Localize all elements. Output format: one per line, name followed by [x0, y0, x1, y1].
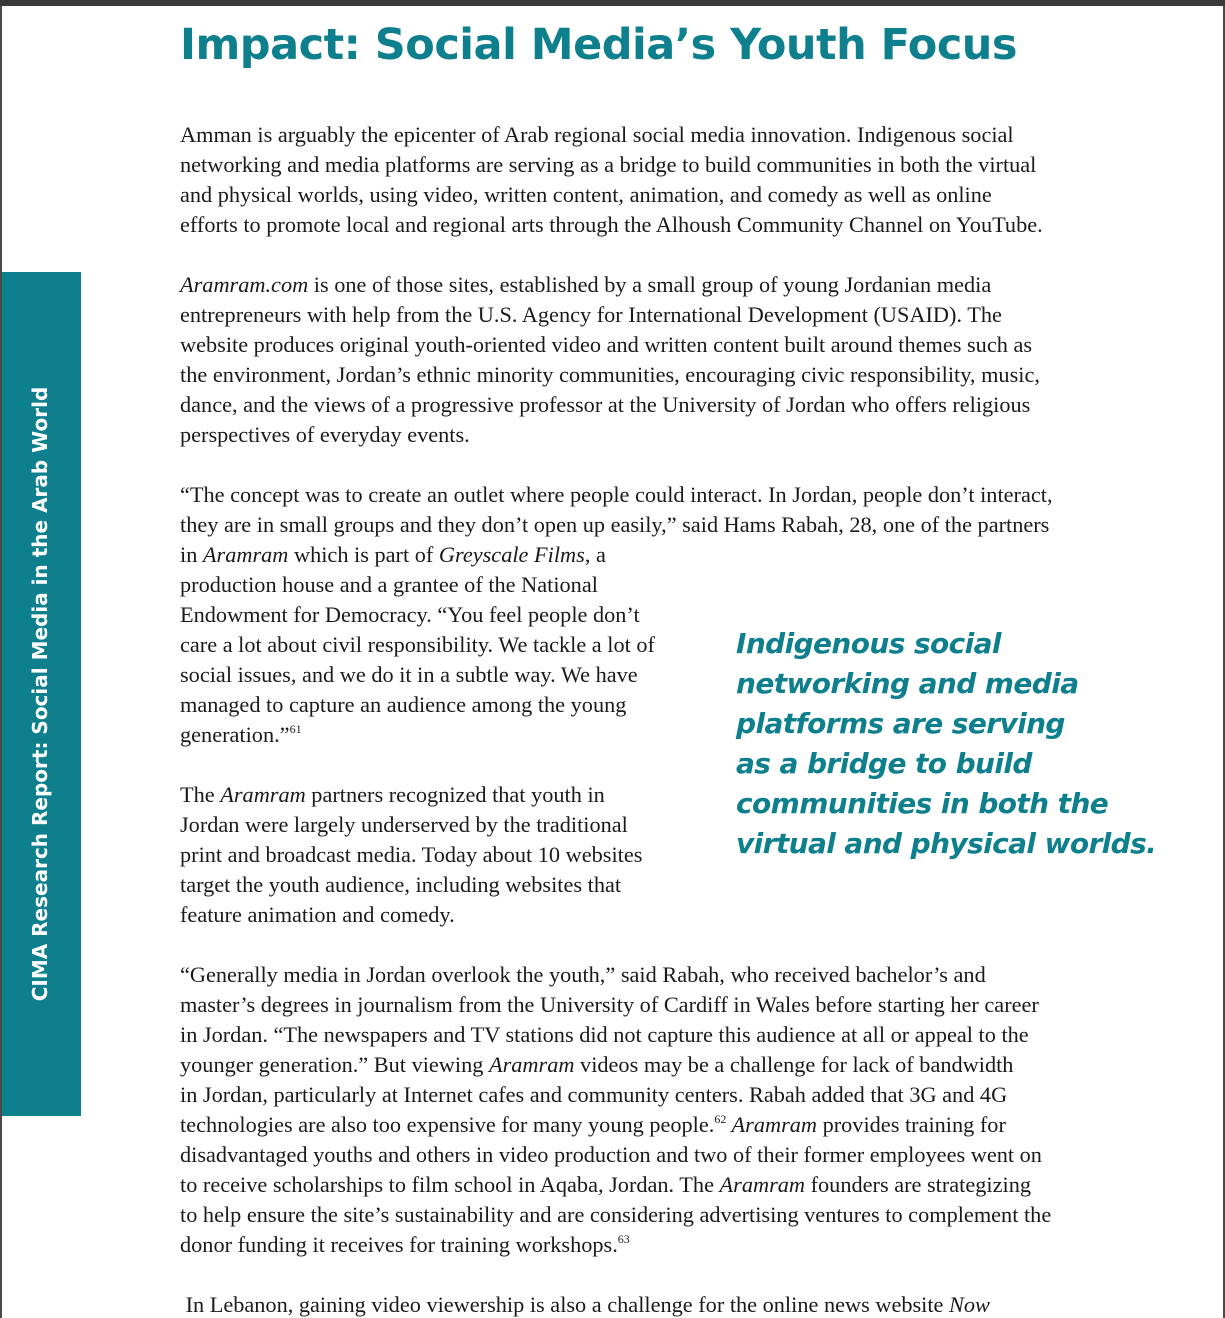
text-fragment: younger generation.” But viewing	[180, 1052, 489, 1077]
text-line: to help ensure the site’s sustainability and are considering advertising ventures to complement the	[180, 1202, 1052, 1227]
text-line: entrepreneurs with help from the U.S. Agency for International Development (USAID). The	[180, 302, 1002, 327]
text-line: disadvantaged youths and others in video production and two of their former employees went on	[180, 1142, 1042, 1167]
text-line: in Jordan. “The newspapers and TV stations did not capture this audience at all or appeal to the	[180, 1022, 1029, 1047]
text-fragment: provides training for	[817, 1112, 1006, 1137]
text-line: dance, and the views of a progressive professor at the University of Jordan who offers religious	[180, 392, 1031, 417]
text-line	[180, 270, 1125, 300]
text-line: website produces original youth-oriented video and written content built around themes such as	[180, 332, 1033, 357]
text-line: perspectives of everyday events.	[180, 422, 470, 447]
site-name: Aramram	[726, 1112, 818, 1137]
site-name: Aramram	[202, 542, 289, 567]
text-line	[180, 1170, 1125, 1200]
pull-quote-line: platforms are serving	[736, 707, 1065, 740]
site-name: Aramram	[220, 782, 306, 807]
text-line: print and broadcast media. Today about 10 websites	[180, 842, 643, 867]
site-name: Aramram	[488, 1052, 575, 1077]
footnote-marker: 61	[289, 722, 302, 736]
text-line: efforts to promote local and regional arts through the Alhoush Community Channel on YouTube.	[180, 212, 1043, 237]
text-line: the environment, Jordan’s ethnic minority communities, encouraging civic responsibility, music,	[180, 362, 1040, 387]
pull-quote-line: networking and media	[736, 667, 1079, 700]
text-fragment: technologies are also too expensive for many young people.	[180, 1112, 715, 1137]
text-fragment: The	[180, 782, 221, 807]
text-fragment: donor funding it receives for training workshops.	[180, 1232, 618, 1257]
text-line	[180, 780, 700, 810]
text-line: Jordan were largely underserved by the traditional	[180, 812, 628, 837]
text-fragment: partners recognized that youth in	[305, 782, 605, 807]
footnote-marker: 62	[714, 1112, 727, 1126]
pull-quote-line: communities in both the	[736, 787, 1109, 820]
report-side-tab-label: CIMA Research Report: Social Media in the Arab World	[28, 386, 52, 1002]
top-border	[0, 0, 1225, 6]
text-line	[180, 540, 1125, 570]
site-name: Now	[949, 1292, 990, 1317]
text-line: Endowment for Democracy. “You feel people don’t	[180, 602, 640, 627]
text-fragment: In Lebanon, gaining video viewership is also a challenge for the online news website	[180, 1292, 950, 1317]
text-fragment: is one of those sites, established by a small group of young Jordanian media	[308, 272, 992, 297]
text-line: target the youth audience, including websites that	[180, 872, 622, 897]
text-fragment: videos may be a challenge for lack of bandwidth	[574, 1052, 1014, 1077]
site-name: Aramram.com	[180, 272, 309, 297]
text-fragment: which is part of	[288, 542, 439, 567]
pull-quote-line: virtual and physical worlds.	[736, 827, 1157, 860]
text-line: Amman is arguably the epicenter of Arab regional social media innovation. Indigenous social	[180, 122, 1014, 147]
text-line: social issues, and we do it in a subtle way. We have	[180, 662, 638, 687]
text-line: networking and media platforms are serving as a bridge to build communities in both the virtual	[180, 152, 1037, 177]
text-fragment: in	[180, 542, 203, 567]
paragraph-aramram	[180, 270, 1125, 450]
text-line: care a lot about civil responsibility. We tackle a lot of	[180, 632, 655, 657]
paragraph-underserved	[180, 780, 700, 930]
text-fragment: generation.”	[180, 722, 290, 747]
pull-quote-line: Indigenous social	[736, 627, 1001, 660]
text-line	[180, 1230, 1125, 1260]
text-line	[180, 1290, 1125, 1318]
paragraph-intro	[180, 120, 1125, 240]
paragraph-rabah	[180, 960, 1125, 1260]
text-line: in Jordan, particularly at Internet cafes and community centers. Rabah added that 3G and 4G	[180, 1082, 1008, 1107]
text-fragment: founders are strategizing	[805, 1172, 1032, 1197]
page-title: Impact: Social Media’s Youth Focus	[180, 20, 1018, 70]
pull-quote	[736, 624, 1157, 864]
pull-quote-line: as a bridge to build	[736, 747, 1032, 780]
text-line: “Generally media in Jordan overlook the youth,” said Rabah, who received bachelor’s and	[180, 962, 986, 987]
text-line	[180, 1110, 1125, 1140]
text-line	[180, 1050, 1125, 1080]
footnote-marker: 63	[617, 1232, 630, 1246]
text-line: “The concept was to create an outlet where people could interact. In Jordan, people don’t interact,	[180, 482, 1053, 507]
text-line: and physical worlds, using video, written content, animation, and comedy as well as online	[180, 182, 992, 207]
text-fragment: , a	[584, 542, 606, 567]
text-line: feature animation and comedy.	[180, 902, 455, 927]
text-line: master’s degrees in journalism from the University of Cardiff in Wales before starting her career	[180, 992, 1039, 1017]
text-fragment: to receive scholarships to film school in Aqaba, Jordan. The	[180, 1172, 720, 1197]
company-name: Greyscale Films	[438, 542, 585, 567]
text-line: they are in small groups and they don’t open up easily,” said Hams Rabah, 28, one of the partners	[180, 512, 1050, 537]
text-line: production house and a grantee of the National	[180, 572, 598, 597]
text-line: managed to capture an audience among the young	[180, 692, 627, 717]
site-name: Aramram	[719, 1172, 806, 1197]
paragraph-lebanon	[180, 1290, 1125, 1318]
